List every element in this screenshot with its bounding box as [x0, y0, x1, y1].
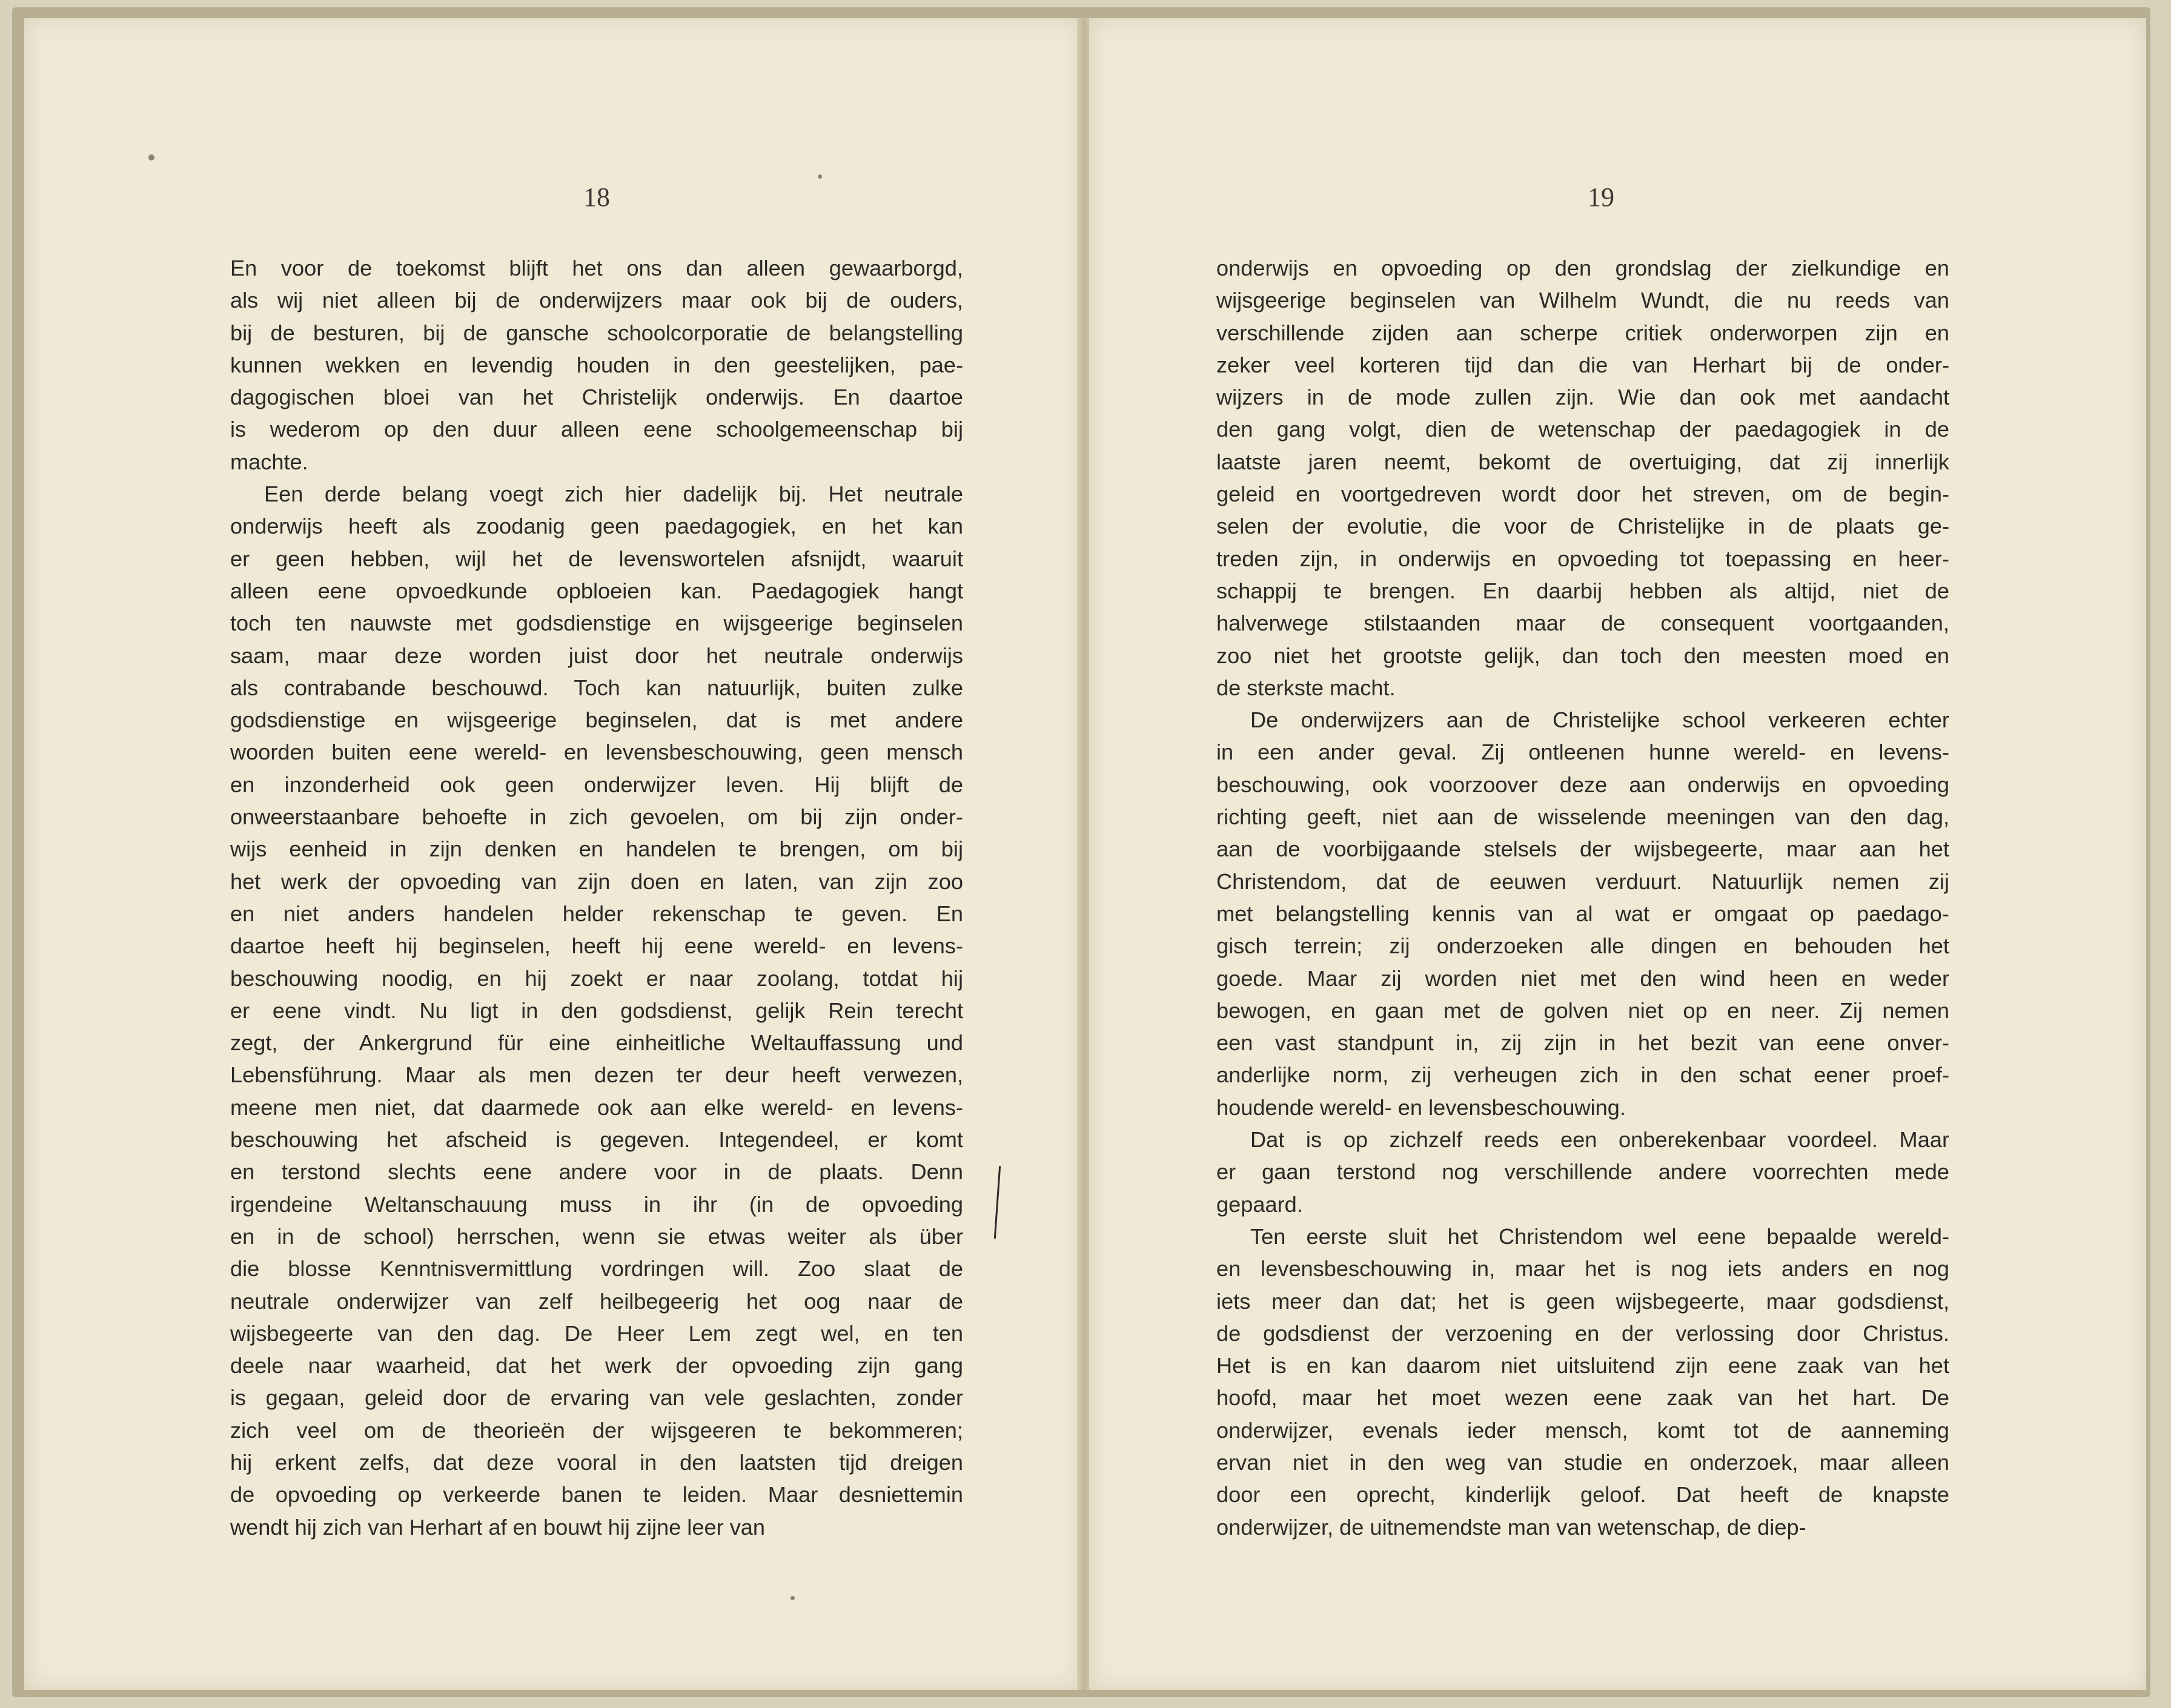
- text-line: Een derde belang voegt zich hier dadelijk bij. Het neutrale: [264, 482, 963, 507]
- text-line: Dat is op zichzelf reeds een onberekenbaar voordeel. Maar: [1250, 1127, 1949, 1153]
- text-line: machte.: [230, 449, 308, 474]
- text-line: zich veel om de theorieën der wijsgeeren te bekommeren;: [230, 1417, 963, 1443]
- text-line: anderlijke norm, zij verheugen zich in den schat eener proef-: [1216, 1062, 1949, 1088]
- text-line: kunnen wekken en levendig houden in den geestelijken, pae-: [230, 352, 963, 377]
- right-page: [1087, 18, 2146, 1690]
- text-line: neutrale onderwijzer van zelf heilbegeerig het oog naar de: [230, 1288, 963, 1314]
- left-page-number: 18: [583, 182, 610, 212]
- text-line: daartoe heeft hij beginselen, heeft hij eene wereld- en levens-: [230, 933, 963, 959]
- text-line: irgendeine Weltanschauung muss in ihr (in de opvoeding: [230, 1191, 963, 1217]
- text-line: meene men niet, dat daarmede ook aan elke wereld- en levens-: [230, 1094, 963, 1120]
- text-line: toch ten nauwste met godsdienstige en wijsgeerige beginselen: [230, 611, 963, 636]
- text-line: zoo niet het grootste gelijk, dan toch den meesten moed en: [1216, 643, 1949, 668]
- text-line: en terstond slechts eene andere voor in de plaats. Denn: [230, 1159, 963, 1185]
- text-line: dagogischen bloei van het Christelijk onderwijs. En daartoe: [230, 385, 963, 410]
- text-line: is gegaan, geleid door de ervaring van vele geslachten, zonder: [230, 1385, 963, 1411]
- text-line: alleen eene opvoedkunde opbloeien kan. Paedagogiek hangt: [230, 578, 963, 603]
- text-line: gisch terrein; zij onderzoeken alle dingen en behouden het: [1216, 933, 1949, 959]
- text-line: als contrabande beschouwd. Toch kan natuurlijk, buiten zulke: [230, 675, 963, 700]
- text-line: er eene vindt. Nu ligt in den godsdienst, gelijk Rein terecht: [230, 998, 963, 1023]
- text-line: hij erkent zelfs, dat deze vooral in den laatsten tijd dreigen: [230, 1449, 963, 1475]
- text-line: wijsbegeerte van den dag. De Heer Lem zegt wel, en ten: [230, 1320, 963, 1346]
- text-line: hoofd, maar het moet wezen eene zaak van het hart. De: [1216, 1385, 1949, 1411]
- text-line: onderwijs heeft als zoodanig geen paedagogiek, en het kan: [230, 514, 963, 539]
- text-line: beschouwing, ook voorzoover deze aan onderwijs en opvoeding: [1216, 772, 1949, 797]
- text-line: wijs eenheid in zijn denken en handelen te brengen, om bij: [230, 836, 963, 862]
- text-line: die blosse Kenntnisvermittlung vordringen will. Zoo slaat de: [230, 1256, 963, 1282]
- text-line: met belangstelling kennis van al wat er omgaat op paedago-: [1216, 901, 1949, 926]
- text-line: halverwege stilstaanden maar de consequent voortgaanden,: [1216, 611, 1949, 636]
- text-line: ervan niet in den weg van studie en onderzoek, maar alleen: [1216, 1449, 1949, 1475]
- text-line: en inzonderheid ook geen onderwijzer leven. Hij blijft de: [230, 772, 963, 797]
- paper-speck: [791, 1596, 795, 1600]
- text-line: saam, maar deze worden juist door het neutrale onderwijs: [230, 643, 963, 668]
- text-line: gepaard.: [1216, 1191, 1303, 1217]
- text-line: Ten eerste sluit het Christendom wel eene bepaalde wereld-: [1250, 1223, 1949, 1249]
- paper-speck: [818, 174, 822, 179]
- text-line: is wederom op den duur alleen eene schoolgemeenschap bij: [230, 417, 963, 442]
- text-line: als wij niet alleen bij de onderwijzers maar ook bij de ouders,: [230, 288, 963, 313]
- text-line: selen der evolutie, die voor de Christelijke in de plaats ge-: [1216, 514, 1949, 539]
- text-line: En voor de toekomst blijft het ons dan alleen gewaarborgd,: [230, 256, 963, 280]
- text-line: onderwijs en opvoeding op den grondslag der zielkundige en: [1216, 256, 1949, 280]
- text-line: beschouwing noodig, en hij zoekt er naar zoolang, totdat hij: [230, 965, 963, 991]
- text-line: geleid en voortgedreven wordt door het streven, om de begin-: [1216, 482, 1949, 507]
- text-line: treden zijn, in onderwijs en opvoeding tot toepassing en heer-: [1216, 546, 1949, 571]
- text-line: onderwijzer, evenals ieder mensch, komt tot de aanneming: [1216, 1417, 1949, 1443]
- text-line: en in de school) herrschen, wenn sie etwas weiter als über: [230, 1223, 963, 1249]
- text-line: De onderwijzers aan de Christelijke school verkeeren echter: [1250, 707, 1949, 733]
- paper-speck: [148, 154, 154, 161]
- text-line: wijsgeerige beginselen van Wilhelm Wundt, die nu reeds van: [1216, 288, 1949, 313]
- text-line: laatste jaren neemt, bekomt de overtuiging, dat zij innerlijk: [1216, 449, 1949, 474]
- text-line: wendt hij zich van Herhart af en bouwt hij zijne leer van: [230, 1514, 766, 1540]
- text-line: verschillende zijden aan scherpe critiek onderworpen zijn en: [1216, 320, 1949, 345]
- text-line: er geen hebben, wijl het de levenswortelen afsnijdt, waaruit: [230, 546, 963, 571]
- text-line: Lebensführung. Maar als men dezen ter deur heeft verwezen,: [230, 1062, 963, 1088]
- text-line: iets meer dan dat; het is geen wijsbegeerte, maar godsdienst,: [1216, 1288, 1949, 1314]
- text-line: woorden buiten eene wereld- en levensbeschouwing, geen mensch: [230, 740, 963, 765]
- text-line: de sterkste macht.: [1216, 675, 1396, 700]
- text-line: schappij te brengen. En daarbij hebben als altijd, niet de: [1216, 578, 1949, 603]
- text-line: en levensbeschouwing in, maar het is nog iets anders en nog: [1216, 1256, 1949, 1282]
- text-line: Het is en kan daarom niet uitsluitend zijn eene zaak van het: [1216, 1353, 1949, 1379]
- text-line: en niet anders handelen helder rekenschap te geven. En: [230, 901, 963, 926]
- text-line: beschouwing het afscheid is gegeven. Integendeel, er komt: [230, 1127, 963, 1153]
- text-line: een vast standpunt in, zij zijn in het bezit van eene onver-: [1216, 1030, 1949, 1056]
- right-page-number: 19: [1588, 182, 1614, 212]
- text-line: godsdienstige en wijsgeerige beginselen, dat is met andere: [230, 707, 963, 733]
- text-line: aan de voorbijgaande stelsels der wijsbegeerte, maar aan het: [1216, 836, 1949, 862]
- text-line: zeker veel korteren tijd dan die van Herhart bij de onder-: [1216, 352, 1949, 377]
- text-line: door een oprecht, kinderlijk geloof. Dat heeft de knapste: [1216, 1482, 1949, 1508]
- text-line: het werk der opvoeding van zijn doen en laten, van zijn zoo: [230, 869, 963, 894]
- left-page: [24, 18, 1083, 1690]
- text-line: zegt, der Ankergrund für eine einheitliche Weltauffassung und: [230, 1030, 963, 1056]
- text-line: onderwijzer, de uitnemendste man van wetenschap, de diep-: [1216, 1514, 1806, 1540]
- text-line: bewogen, en gaan met de golven niet op en neer. Zij nemen: [1216, 998, 1949, 1023]
- text-line: bij de besturen, bij de gansche schoolcorporatie de belangstelling: [230, 320, 963, 345]
- text-line: deele naar waarheid, dat het werk der opvoeding zijn gang: [230, 1353, 963, 1379]
- text-line: wijzers in de mode zullen zijn. Wie dan ook met aandacht: [1216, 385, 1949, 410]
- left-page-text: [230, 252, 963, 1543]
- pencil-margin-mark: [994, 1166, 1001, 1239]
- text-line: houdende wereld- en levensbeschouwing.: [1216, 1094, 1626, 1120]
- text-line: de godsdienst der verzoening en der verlossing door Christus.: [1216, 1320, 1949, 1346]
- text-line: goede. Maar zij worden niet met den wind heen en weder: [1216, 965, 1949, 991]
- text-line: onweerstaanbare behoefte in zich gevoelen, om bij zijn onder-: [230, 804, 963, 830]
- text-line: er gaan terstond nog verschillende andere voorrechten mede: [1216, 1159, 1949, 1185]
- right-page-text: [1216, 252, 1949, 1543]
- text-line: den gang volgt, dien de wetenschap der paedagogiek in de: [1216, 417, 1949, 442]
- text-line: Christendom, dat de eeuwen verduurt. Natuurlijk nemen zij: [1216, 869, 1949, 894]
- text-line: de opvoeding op verkeerde banen te leiden. Maar desniettemin: [230, 1482, 963, 1508]
- text-line: in een ander geval. Zij ontleenen hunne wereld- en levens-: [1216, 740, 1949, 765]
- text-line: richting geeft, niet aan de wisselende meeningen van den dag,: [1216, 804, 1949, 830]
